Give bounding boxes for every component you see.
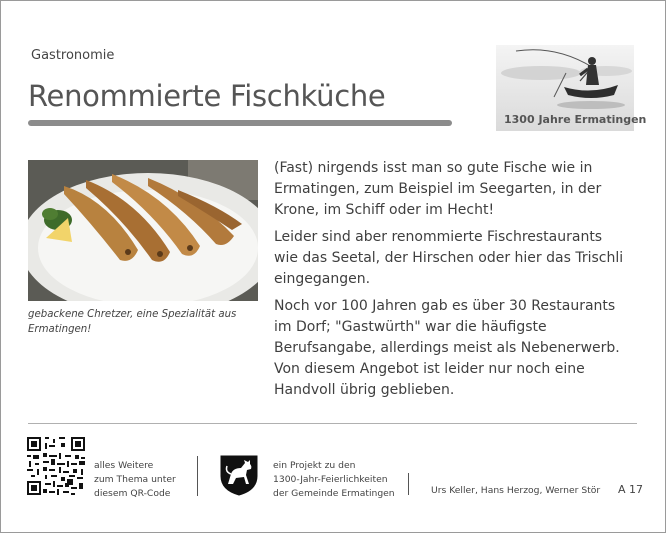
logo-text: 1300 Jahre Ermatingen — [504, 113, 647, 126]
project-description — [273, 459, 395, 501]
paragraph: Noch vor 100 Jahren gab es über 30 Restaurants im Dorf; "Gastwürth" war die häufigste Berufsangabe, allerdings meist als Nebenerwerb. Von diesem Angebot ist leider nur noch eine Handvoll übrig geblieben. — [274, 298, 620, 398]
project-text-line: 1300-Jahr-Feierlichkeiten — [273, 474, 388, 485]
qr-description — [94, 459, 176, 501]
qr-text-line: diesem QR-Code — [94, 488, 171, 499]
footer-separator — [408, 473, 409, 495]
footer-separator — [197, 456, 198, 496]
page-title: Renommierte Fischküche — [28, 79, 386, 113]
project-text-line: der Gemeinde Ermatingen — [273, 488, 395, 499]
ermatingen-crest-icon — [219, 454, 259, 496]
category-label: Gastronomie — [31, 48, 115, 63]
qr-text-line: alles Weitere — [94, 460, 154, 471]
authors: Urs Keller, Hans Herzog, Werner Stör — [431, 485, 601, 496]
qr-text-line: zum Thema unter — [94, 474, 176, 485]
page-number: A 17 — [618, 483, 644, 496]
photo-caption: gebackene Chretzer, eine Spezialität aus Ermatingen! — [28, 309, 237, 335]
paragraph: Leider sind aber renommierte Fischrestaurants wie das Seetal, der Hirschen oder hier das Trischli eingegangen. — [274, 229, 624, 287]
qr-code[interactable] — [27, 437, 85, 495]
footer-divider — [28, 423, 637, 424]
title-underline — [28, 120, 452, 126]
project-text-line: ein Projekt zu den — [273, 460, 356, 471]
fish-photo — [28, 160, 258, 301]
body-text — [274, 158, 624, 407]
paragraph: (Fast) nirgends isst man so gute Fische wie in Ermatingen, zum Beispiel im Seegarten, in der Krone, im Schiff oder im Hecht! — [274, 160, 602, 218]
